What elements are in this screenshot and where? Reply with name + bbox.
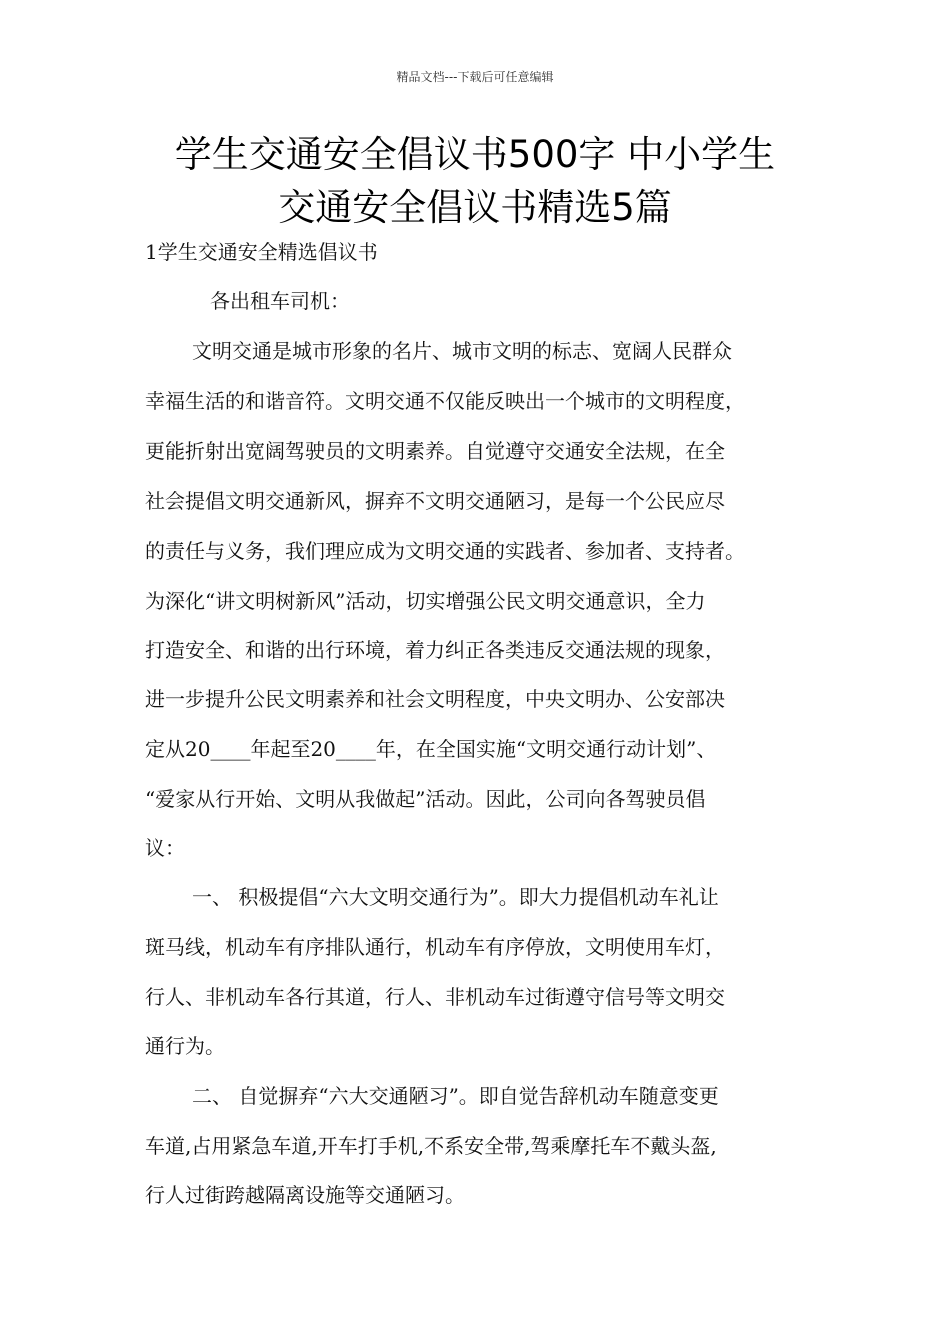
header-note: 精品文档---下载后可任意编辑	[396, 70, 554, 84]
body-line: 行人过街跨越隔离设施等交通陋习。	[145, 1183, 465, 1207]
document-title	[100, 128, 850, 234]
body-line: 议：	[145, 836, 185, 860]
body-line: 幸福生活的和谐音符。文明交通不仅能反映出一个城市的文明程度，	[145, 389, 745, 413]
body-line: 二、 自觉摒弃“六大交通陋习”。即自觉告辞机动车随意变更	[192, 1084, 719, 1108]
title-line-2: 交通安全倡议书精选5篇	[278, 186, 672, 229]
body-line: 进一步提升公民文明素养和社会文明程度，中央文明办、公安部决	[145, 687, 725, 711]
body-line: “爱家从行开始、文明从我做起”活动。因此，公司向各驾驶员倡	[145, 787, 706, 811]
section-heading: 1学生交通安全精选倡议书	[145, 240, 378, 264]
body-line: 社会提倡文明交通新风，摒弃不文明交通陋习，是每一个公民应尽	[145, 489, 725, 513]
body-line: 一、 积极提倡“六大文明交通行为”。即大力提倡机动车礼让	[192, 885, 719, 909]
body-line: 车道,占用紧急车道,开车打手机,不系安全带,驾乘摩托车不戴头盔,	[145, 1134, 717, 1158]
salutation: 各出租车司机：	[210, 289, 350, 313]
body-line: 的责任与义务，我们理应成为文明交通的实践者、参加者、支持者。	[145, 539, 745, 563]
title-line-1: 学生交通安全倡议书500字 中小学生	[174, 133, 776, 176]
body-line: 打造安全、和谐的出行环境，着力纠正各类违反交通法规的现象，	[145, 638, 725, 662]
body-line: 行人、非机动车各行其道，行人、非机动车过街遵守信号等文明交	[145, 985, 725, 1009]
body-line: 定从20____年起至20____年，在全国实施“文明交通行动计划”、	[145, 737, 717, 761]
body-line: 斑马线，机动车有序排队通行，机动车有序停放，文明使用车灯，	[145, 935, 725, 959]
body-line: 更能折射出宽阔驾驶员的文明素养。自觉遵守交通安全法规，在全	[145, 439, 725, 463]
body-line: 文明交通是城市形象的名片、城市文明的标志、宽阔人民群众	[192, 339, 732, 363]
body-line: 通行为。	[145, 1034, 225, 1058]
body-line: 为深化“讲文明树新风”活动，切实增强公民文明交通意识，全力	[145, 589, 706, 613]
